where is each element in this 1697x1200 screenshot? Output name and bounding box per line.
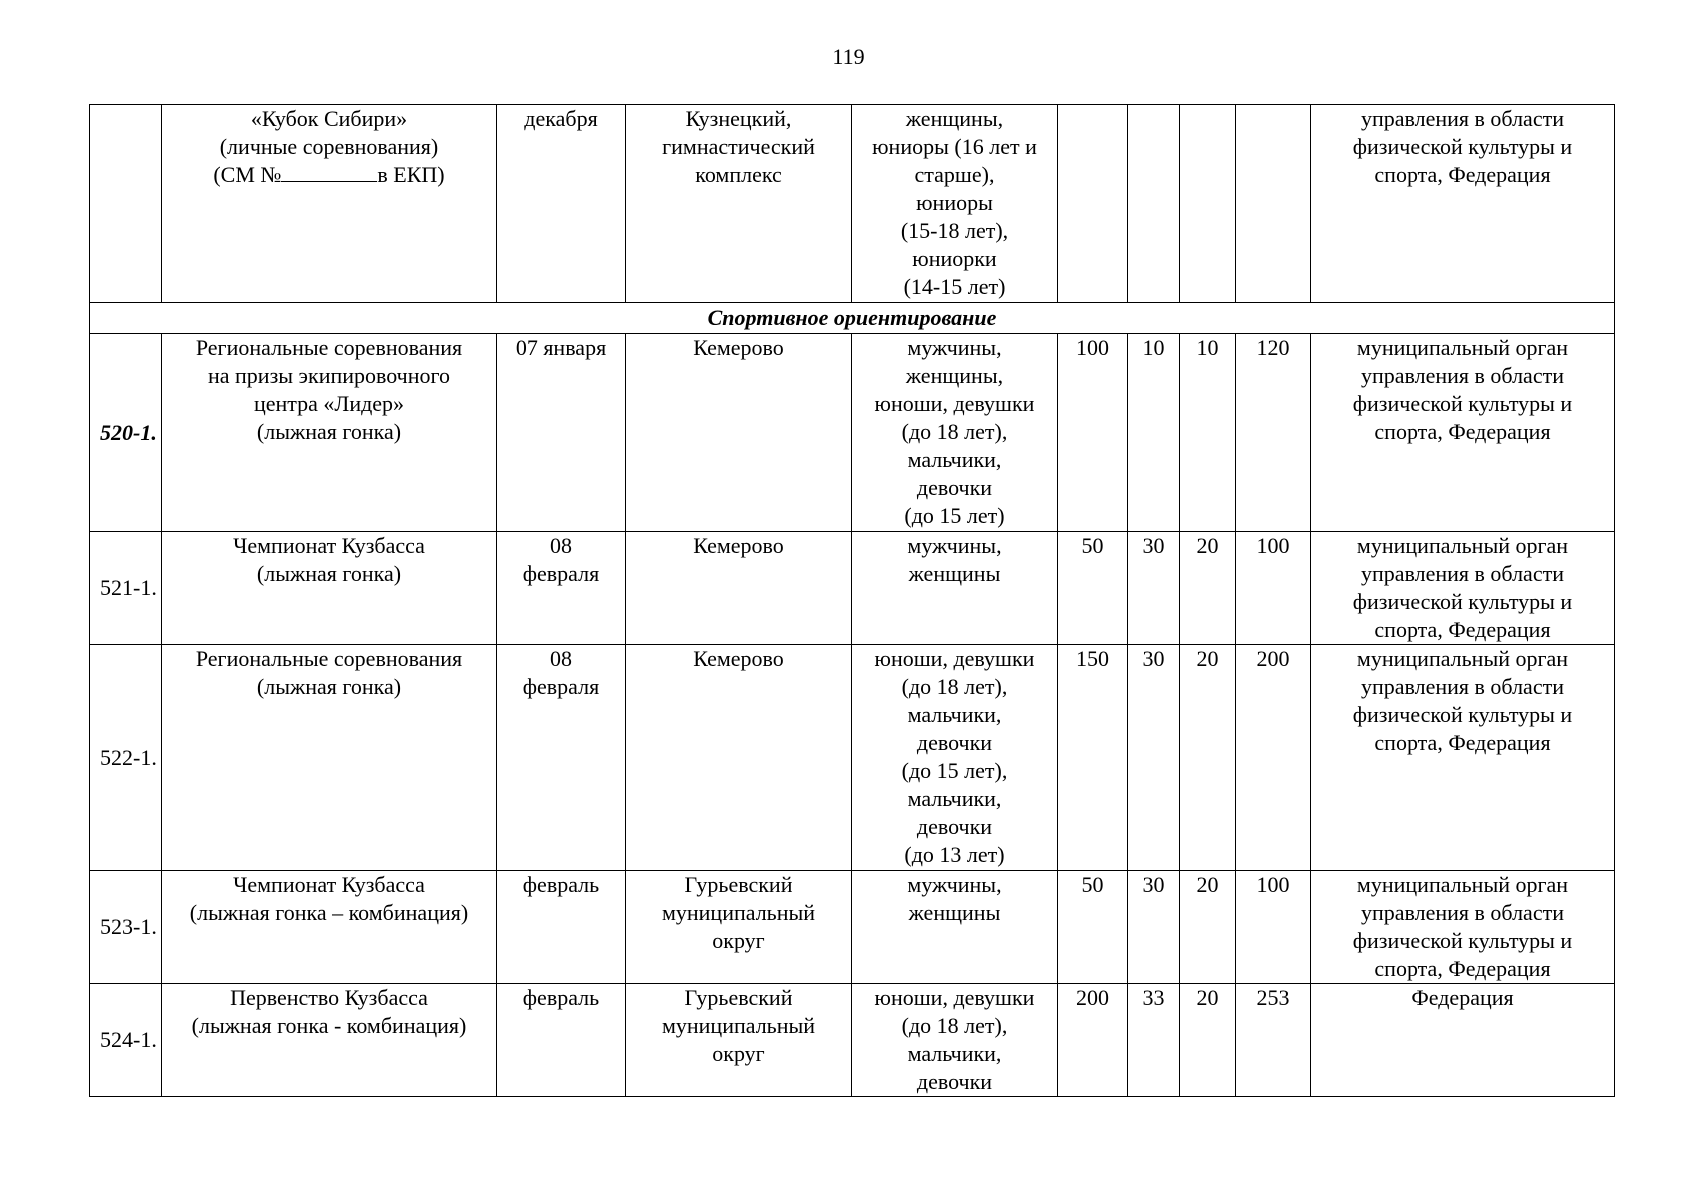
count-cell: 100 — [1058, 334, 1128, 532]
count-cell: 20 — [1180, 871, 1236, 984]
event-place-cell: Гурьевский муниципальный округ — [626, 871, 852, 984]
total-cell: 100 — [1236, 871, 1311, 984]
event-place-cell: Кемерово — [626, 532, 852, 645]
event-row — [90, 984, 1615, 1097]
participants-cell: мужчины, женщины — [852, 871, 1058, 984]
event-name-line: (личные соревнования) — [219, 134, 439, 159]
row-number-cell — [90, 105, 162, 303]
organizer-cell: муниципальный орган управления в области физической культуры и спорта, Федерация — [1311, 532, 1615, 645]
section-header-row — [90, 303, 1615, 334]
event-name-cell: Региональные соревнования (лыжная гонка) — [162, 645, 497, 871]
continuation-row — [90, 105, 1615, 303]
count-cell: 20 — [1180, 645, 1236, 871]
cm-number-blank — [281, 163, 377, 182]
row-number-cell: 521-1. — [90, 532, 162, 645]
organizer-cell: муниципальный орган управления в области физической культуры и спорта, Федерация — [1311, 334, 1615, 532]
cm-prefix: (СМ № — [213, 162, 282, 187]
organizer-cell: муниципальный орган управления в области физической культуры и спорта, Федерация — [1311, 645, 1615, 871]
row-number-cell: 522-1. — [90, 645, 162, 871]
event-place-cell: Кузнецкий, гимнастический комплекс — [626, 105, 852, 303]
count-cell: 150 — [1058, 645, 1128, 871]
participants-cell: мужчины, женщины, юноши, девушки (до 18 лет), мальчики, девочки (до 15 лет) — [852, 334, 1058, 532]
total-cell: 253 — [1236, 984, 1311, 1097]
event-date-cell: февраль — [497, 984, 626, 1097]
event-name-cell: Чемпионат Кузбасса (лыжная гонка – комбинация) — [162, 871, 497, 984]
count-cell: 50 — [1058, 532, 1128, 645]
event-name-cell: Региональные соревнования на призы экипировочного центра «Лидер» (лыжная гонка) — [162, 334, 497, 532]
event-date-cell: декабря — [497, 105, 626, 303]
participants-cell: мужчины, женщины — [852, 532, 1058, 645]
organizer-cell: Федерация — [1311, 984, 1615, 1097]
event-date-cell: 08 февраля — [497, 645, 626, 871]
count-cell — [1128, 105, 1180, 303]
event-date-cell: 07 января — [497, 334, 626, 532]
count-cell: 30 — [1128, 645, 1180, 871]
page-number: 119 — [832, 44, 865, 69]
count-cell: 20 — [1180, 984, 1236, 1097]
cm-suffix: в ЕКП) — [377, 162, 445, 187]
row-number-cell: 523-1. — [90, 871, 162, 984]
total-cell: 100 — [1236, 532, 1311, 645]
event-place-cell: Кемерово — [626, 334, 852, 532]
event-row — [90, 871, 1615, 984]
count-cell — [1058, 105, 1128, 303]
participants-cell: юноши, девушки (до 18 лет), мальчики, девочки (до 15 лет), мальчики, девочки (до 13 лет) — [852, 645, 1058, 871]
total-cell: 200 — [1236, 645, 1311, 871]
count-cell: 10 — [1180, 334, 1236, 532]
event-date-cell: 08 февраля — [497, 532, 626, 645]
event-place-cell: Кемерово — [626, 645, 852, 871]
count-cell: 50 — [1058, 871, 1128, 984]
event-row — [90, 532, 1615, 645]
event-date-cell: февраль — [497, 871, 626, 984]
total-cell: 120 — [1236, 334, 1311, 532]
event-name-cell: Чемпионат Кузбасса (лыжная гонка) — [162, 532, 497, 645]
row-number-cell: 524-1. — [90, 984, 162, 1097]
section-title: Спортивное ориентирование — [90, 303, 1615, 334]
event-name-line: «Кубок Сибири» — [250, 106, 408, 131]
count-cell — [1180, 105, 1236, 303]
cm-number-line — [165, 161, 493, 189]
events-table — [89, 104, 1615, 1097]
organizer-cell: муниципальный орган управления в области физической культуры и спорта, Федерация — [1311, 871, 1615, 984]
count-cell: 33 — [1128, 984, 1180, 1097]
count-cell: 10 — [1128, 334, 1180, 532]
event-row — [90, 334, 1615, 532]
count-cell: 30 — [1128, 871, 1180, 984]
event-place-cell: Гурьевский муниципальный округ — [626, 984, 852, 1097]
count-cell: 20 — [1180, 532, 1236, 645]
event-name-cell: Первенство Кузбасса (лыжная гонка - комбинация) — [162, 984, 497, 1097]
organizer-cell: управления в области физической культуры и спорта, Федерация — [1311, 105, 1615, 303]
event-row — [90, 645, 1615, 871]
participants-cell: женщины, юниоры (16 лет и старше), юниоры (15-18 лет), юниорки (14-15 лет) — [852, 105, 1058, 303]
participants-cell: юноши, девушки (до 18 лет), мальчики, девочки — [852, 984, 1058, 1097]
event-name-cell — [162, 105, 497, 303]
count-cell: 30 — [1128, 532, 1180, 645]
total-cell — [1236, 105, 1311, 303]
row-number-cell: 520-1. — [90, 334, 162, 532]
count-cell: 200 — [1058, 984, 1128, 1097]
